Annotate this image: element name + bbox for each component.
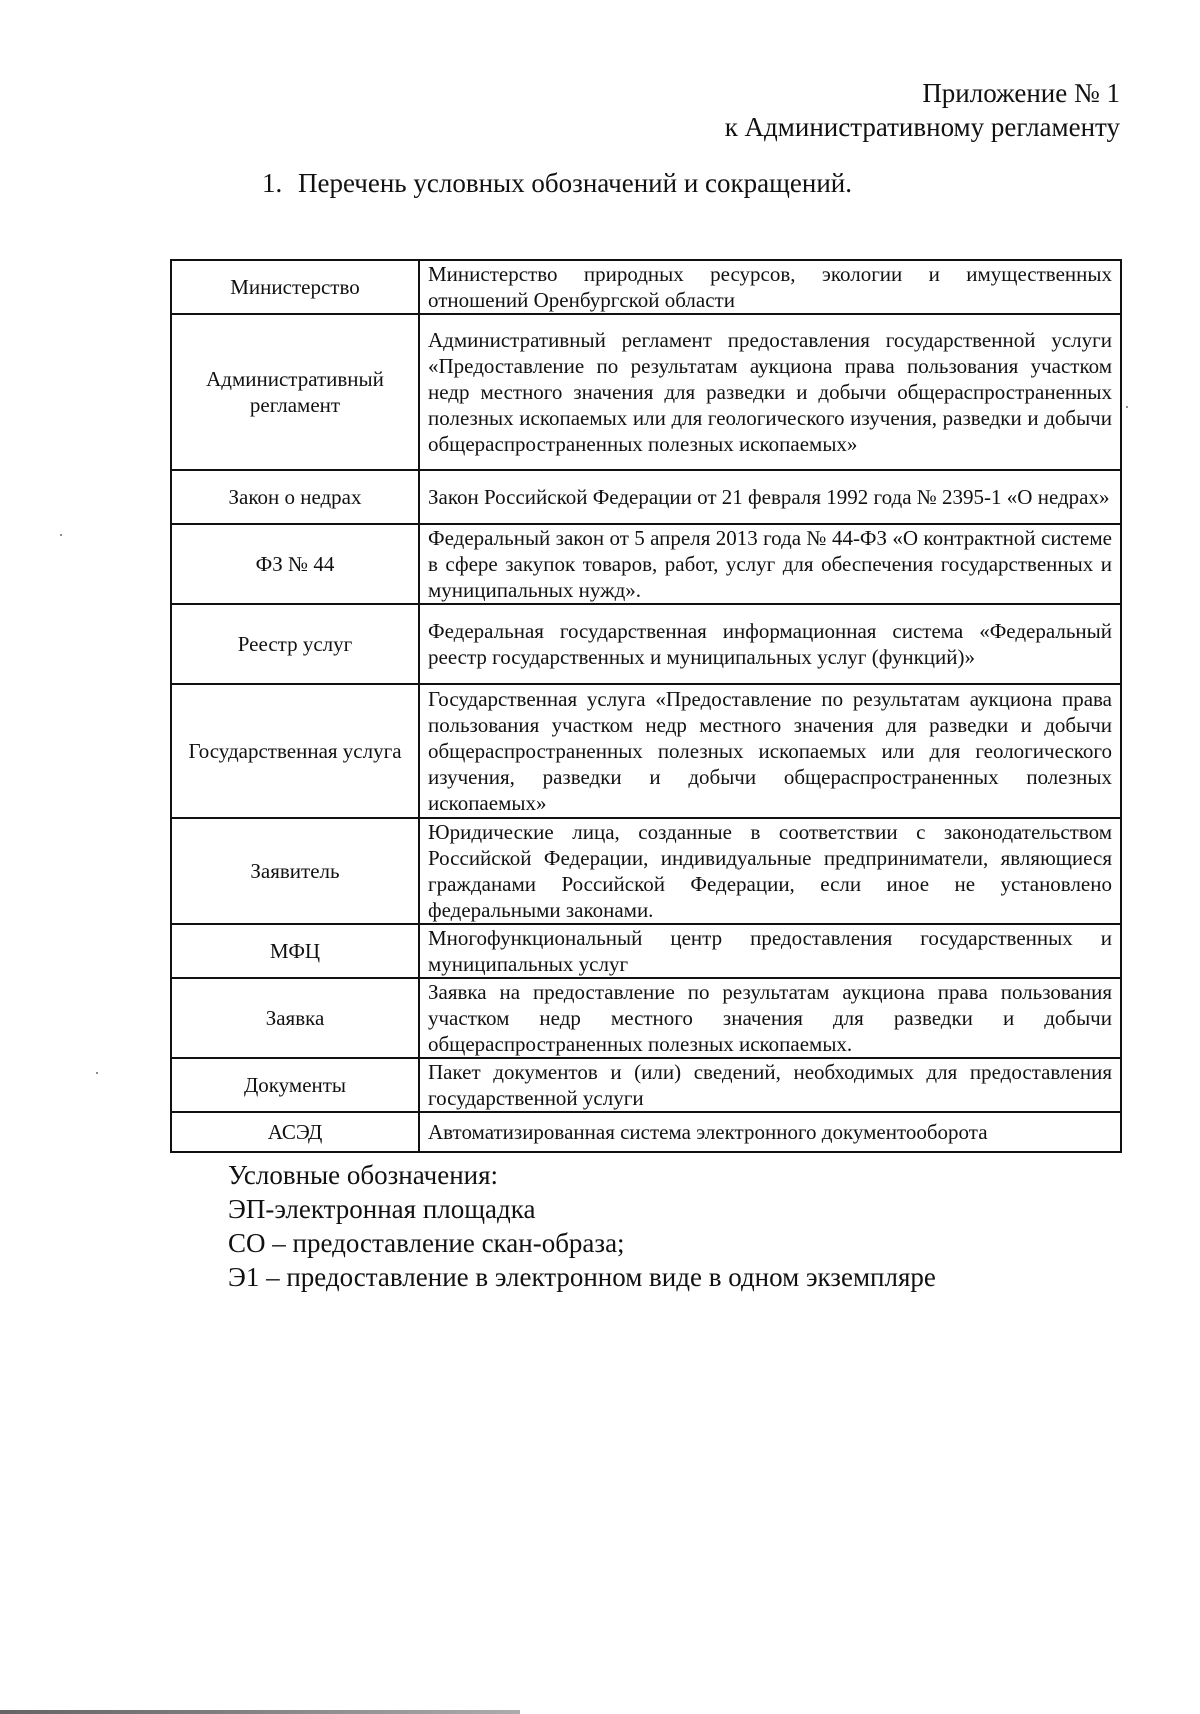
term-cell: Государственная услуга [171, 684, 419, 818]
term-cell: МФЦ [171, 924, 419, 978]
legend-notes [228, 1158, 936, 1294]
table-row [171, 978, 1121, 1058]
table-row [171, 924, 1121, 978]
definition-cell: Административный регламент предоставления государственной услуги «Предоставление по результатам аукциона права пользования участком недр местного значения для разведки и добычи общераспространенных полезных ископаемых или для геологического изучения, разведки и добычи общераспространенных полезных ископаемых» [419, 314, 1121, 470]
definition-cell: Автоматизированная система электронного документооборота [419, 1112, 1121, 1152]
term-cell: Реестр услуг [171, 604, 419, 684]
table-row [171, 1112, 1121, 1152]
term-cell: Министерство [171, 260, 419, 314]
term-cell: Документы [171, 1058, 419, 1112]
table-row [171, 818, 1121, 924]
definition-cell: Закон Российской Федерации от 21 февраля 1992 года № 2395-1 «О недрах» [419, 470, 1121, 524]
term-cell: Заявитель [171, 818, 419, 924]
scan-speck [60, 534, 62, 536]
appendix-number: Приложение № 1 [922, 78, 1120, 108]
legend-item: Э1 – предоставление в электронном виде в одном экземпляре [228, 1262, 936, 1292]
definition-cell: Министерство природных ресурсов, экологии и имущественных отношений Оренбургской области [419, 260, 1121, 314]
definition-cell: Федеральный закон от 5 апреля 2013 года № 44-ФЗ «О контрактной системе в сфере закупок товаров, работ, услуг для обеспечения государственных и муниципальных нужд». [419, 524, 1121, 604]
definition-cell: Юридические лица, созданные в соответствии с законодательством Российской Федерации, индивидуальные предприниматели, являющиеся гражданами Российской Федерации, если иное не установлено федеральными законами. [419, 818, 1121, 924]
table-row [171, 260, 1121, 314]
scan-speck [96, 1072, 98, 1074]
table-row [171, 470, 1121, 524]
definition-cell: Федеральная государственная информационная система «Федеральный реестр государственных и муниципальных услуг (функций)» [419, 604, 1121, 684]
scan-speck [1126, 406, 1128, 408]
appendix-header [725, 76, 1120, 144]
section-title [262, 166, 852, 200]
table-row [171, 524, 1121, 604]
table-row [171, 604, 1121, 684]
section-number: 1. [262, 168, 283, 198]
scan-edge-artifact [0, 1710, 520, 1714]
term-cell: ФЗ № 44 [171, 524, 419, 604]
term-cell: Заявка [171, 978, 419, 1058]
legend-heading: Условные обозначения: [228, 1160, 499, 1190]
legend-item: СО – предоставление скан-образа; [228, 1228, 625, 1258]
term-cell: АСЭД [171, 1112, 419, 1152]
table-row [171, 684, 1121, 818]
definition-cell: Многофункциональный центр предоставления государственных и муниципальных услуг [419, 924, 1121, 978]
term-cell: Закон о недрах [171, 470, 419, 524]
table-row [171, 1058, 1121, 1112]
definition-cell: Государственная услуга «Предоставление по результатам аукциона права пользования участком недр местного значения для разведки и добычи общераспространенных полезных ископаемых или для геологического изучения, разведки и добычи общераспространенных полезных ископаемых» [419, 684, 1121, 818]
term-cell: Административный регламент [171, 314, 419, 470]
section-title-text: Перечень условных обозначений и сокращений. [298, 168, 852, 198]
definition-cell: Заявка на предоставление по результатам аукциона права пользования участком недр местного значения для разведки и добычи общераспространенных полезных ископаемых. [419, 978, 1121, 1058]
abbreviations-table [170, 259, 1122, 1153]
definition-cell: Пакет документов и (или) сведений, необходимых для предоставления государственной услуги [419, 1058, 1121, 1112]
legend-item: ЭП-электронная площадка [228, 1194, 536, 1224]
table-row [171, 314, 1121, 470]
appendix-reference: к Административному регламенту [724, 112, 1120, 142]
